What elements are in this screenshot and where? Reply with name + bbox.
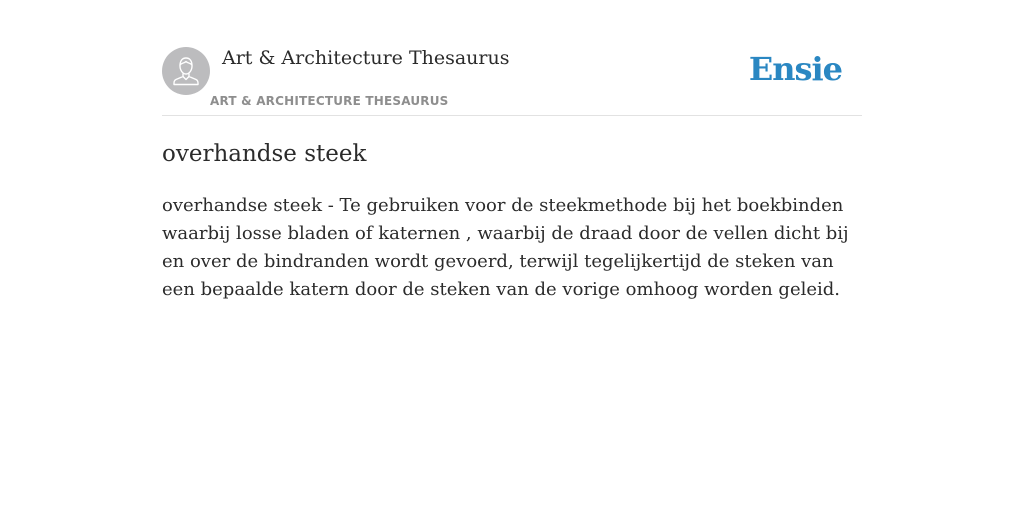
user-icon [162, 47, 210, 95]
header [162, 0, 862, 116]
author-name[interactable]: Art & Architecture Thesaurus [222, 47, 510, 69]
source-name[interactable]: ART & ARCHITECTURE THESAURUS [210, 94, 449, 108]
entry-content [162, 138, 862, 304]
term-definition: overhandse steek - Te gebruiken voor de steekmethode bij het boekbinden waarbij losse bladen of katernen , waarbij de draad door de vellen dicht bij en over de bindranden wordt gevoerd, terwijl tegelijkertijd de steken van een bepaalde katern door de steken van de vorige omhoog worden geleid. [162, 195, 849, 300]
avatar[interactable] [162, 47, 210, 95]
ensie-logo[interactable]: Ensie [748, 50, 842, 88]
term-title: overhandse steek [162, 141, 367, 167]
